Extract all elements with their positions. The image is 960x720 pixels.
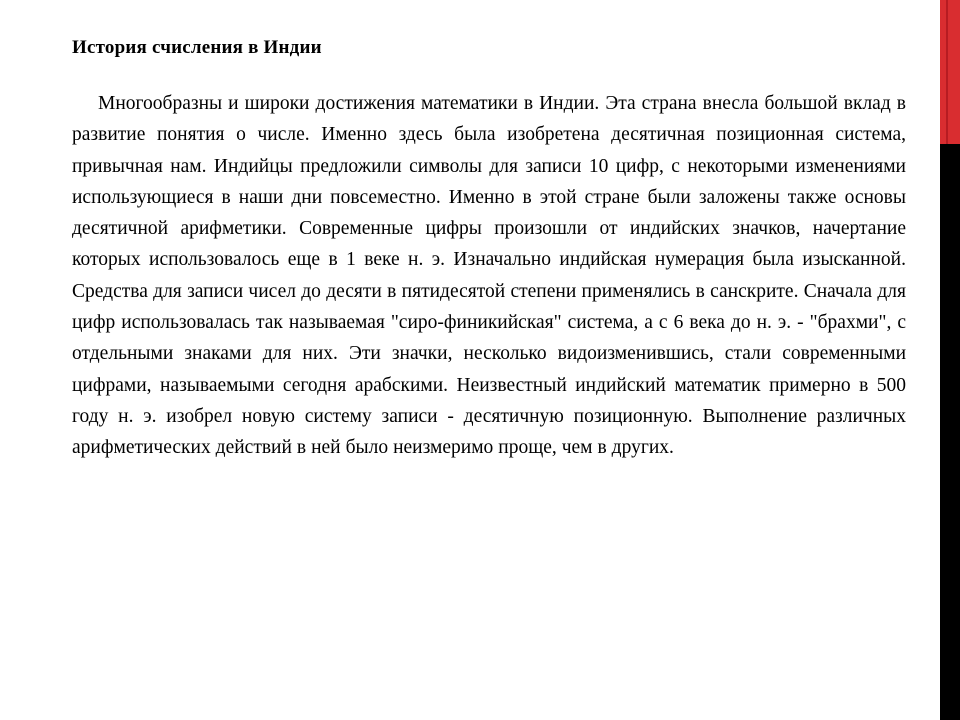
right-accent-bar — [940, 0, 960, 720]
right-accent-bar-red-segment — [940, 0, 960, 144]
right-accent-bar-divider-line — [946, 0, 948, 144]
body-paragraph: Многообразны и широки достижения математики в Индии. Эта страна внесла большой вклад в развитие понятия о числе. Именно здесь была изобретена десятичная позиционная система, привычная нам. Индийцы предложили символы для записи 10 цифр, с некоторыми изменениями использующиеся в наши дни повсеместно. Именно в этой стране были заложены также основы десятичной арифметики. Современные цифры произошли от индийских значков, начертание которых использовалось еще в 1 веке н. э. Изначально индийская нумерация была изысканной. Средства для записи чисел до десяти в пятидесятой степени применялись в санскрите. Сначала для цифр использовалась так называемая "сиро-финикийская" система, а с 6 века до н. э. - "брахми", с отдельными знаками для них. Эти значки, несколько видоизменившись, стали современными цифрами, называемыми сегодня арабскими. Неизвестный индийский математик примерно в 500 году н. э. изобрел новую систему записи - десятичную позиционную. Выполнение различных арифметических действий в ней было неизмеримо проще, чем в других. — [72, 93, 906, 459]
page-title: История счисления в Индии — [72, 37, 322, 58]
